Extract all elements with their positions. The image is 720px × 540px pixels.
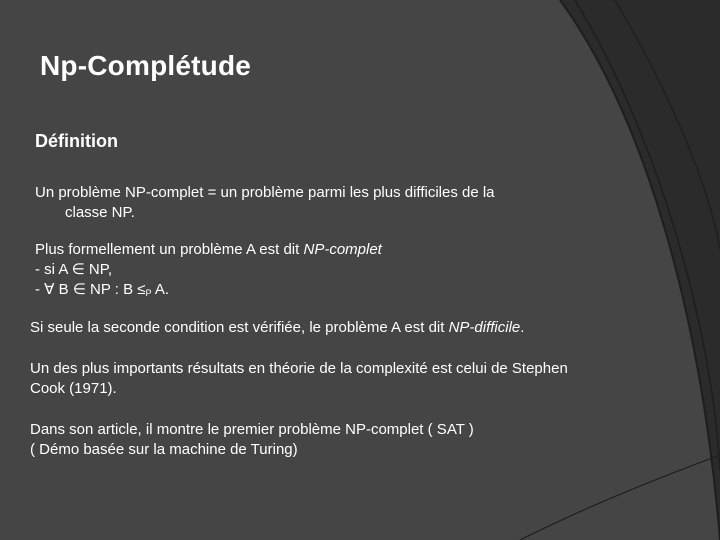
article-line-2: ( Démo basée sur la machine de Turing) (30, 441, 298, 458)
definition-line-2: classe NP. (65, 204, 135, 221)
cook-line-1: Un des plus importants résultats en théorie de la complexité est celui de Stephen (30, 360, 568, 377)
definition-heading: Définition (35, 131, 118, 151)
formal-intro-text: Plus formellement un problème A est dit (35, 241, 304, 258)
formal-definition (35, 240, 382, 303)
definition-paragraph (35, 183, 495, 223)
np-complet-term: NP-complet (303, 241, 382, 258)
decorative-arc-4 (520, 455, 720, 540)
definition-line-1: Un problème NP-complet = un problème parmi les plus difficiles de la (35, 184, 495, 201)
article-paragraph (30, 420, 474, 460)
slide-title: Np-Complétude (40, 50, 252, 81)
article-line-1: Dans son article, il montre le premier problème NP-complet ( SAT ) (30, 421, 474, 438)
formal-intro (35, 240, 382, 260)
np-hard-paragraph (30, 318, 524, 338)
np-difficile-term: NP-difficile (448, 319, 521, 336)
dark-corner-band (560, 0, 720, 540)
condition-1: - si A ∈ NP, (35, 261, 112, 278)
condition-2-text: - ∀ B ∈ NP : B ≤ (35, 281, 146, 298)
np-hard-text: Si seule la seconde condition est vérifiée, le problème A est dit (30, 319, 449, 336)
reduction-subscript: P (145, 288, 152, 298)
np-hard-end: . (520, 319, 525, 336)
condition-2 (35, 280, 382, 303)
condition-2-end: A. (151, 281, 170, 298)
cook-paragraph (30, 359, 568, 399)
cook-line-2: Cook (1971). (30, 380, 117, 397)
